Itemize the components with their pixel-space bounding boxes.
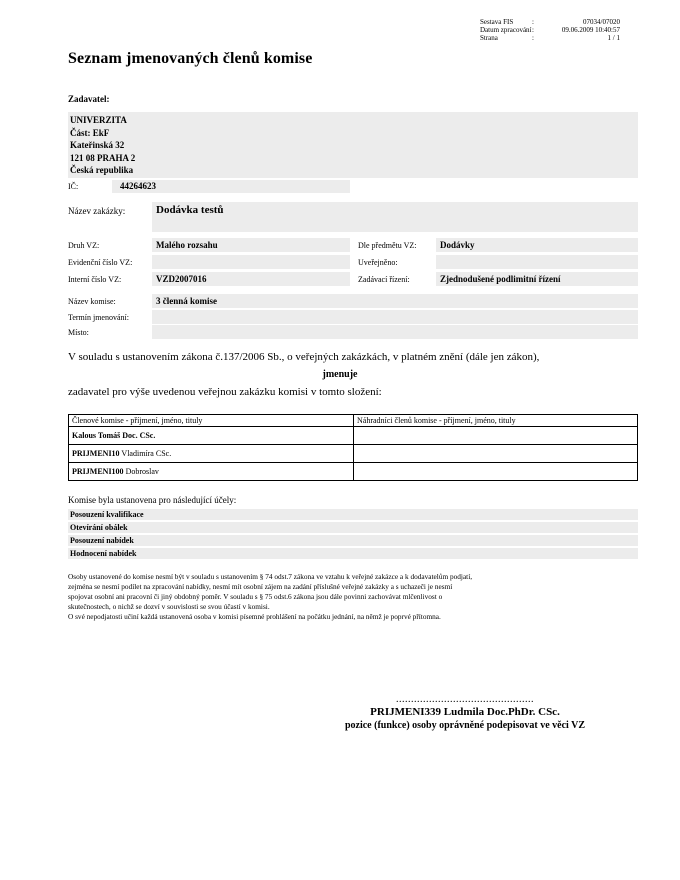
zadavatel-box [68,112,638,178]
purpose-item: Posouzení nabídek [70,536,134,545]
address-line: 121 08 PRAHA 2 [70,152,136,163]
signature-role: pozice (funkce) osoby oprávněné podepisovat ve věci VZ [344,720,586,731]
predmet-label: Dle předmětu VZ: [358,241,417,250]
signature-name: PRIJMENI339 Ludmila Doc.PhDr. CSc. [370,706,560,718]
purposes-label: Komise byla ustanovena pro následující účely: [68,495,237,505]
purpose-item: Otevírání obálek [70,523,128,532]
druh-label: Druh VZ: [68,241,100,250]
member-cell: Kalous Tomáš Doc. CSc. [69,427,354,445]
rizeni-value: Zjednodušené podlimitní řízení [440,274,561,284]
address-line: UNIVERZITA [70,115,127,125]
note-line: spojovat osobní ani pracovní či jiný obdobný poměr. V souladu s § 75 odst.6 zákona jsou dále povinni zachovávat mlčenlivost o [68,592,443,601]
meta-row-sestava: Sestava FIS : 07034/07020 [480,18,620,26]
purpose-item: Hodnocení nabídek [70,549,137,558]
meta-key: Strana [480,34,498,42]
members-table [68,414,638,481]
note-line: O své nepodjatosti učiní každá ustanovená osoba v komisi písemné prohlášení na počátku jednání, na němž je poprvé přítomna. [68,612,441,621]
table-row [69,445,638,463]
meta-value: 09.06.2009 10:40:57 [561,26,620,34]
page-title: Seznam jmenovaných členů komise [68,50,313,67]
nazev-zakazky-label: Název zakázky: [68,206,126,216]
termin-label: Termín jmenování: [68,313,129,322]
purpose-item: Posouzení kvalifikace [70,510,144,519]
statement-line1: V souladu s ustanovením zákona č.137/2006 Sb., o veřejných zakázkách, v platném znění (dále jen zákon), [68,351,540,363]
interni-label: Interní číslo VZ: [68,275,122,284]
meta-key: Datum zpracování [480,26,532,34]
meta-value: 07034/07020 [583,18,620,26]
evid-label: Evidenční číslo VZ: [68,258,133,267]
statement-line2: zadavatel pro výše uvedenou veřejnou zakázku komisi v tomto složení: [68,386,382,398]
uverejneno-label: Uveřejněno: [358,258,398,267]
substitute-cell [354,427,638,445]
komise-nazev-label: Název komise: [68,297,116,306]
note-line: skutečnostech, o nichž se dozví v souvislosti se svou účastí v komisi. [68,602,270,611]
meta-key: Sestava FIS [480,18,514,26]
substitute-cell [354,463,638,481]
meta-row-datum: Datum zpracování : 09.06.2009 10:40:57 [480,26,620,34]
member-cell: PRIJMENI10 Vladimíra CSc. [69,445,354,463]
ic-label: IČ: [68,182,79,191]
meta-row-strana: Strana : 1 / 1 [480,34,620,42]
header-members: Členové komise - příjmení, jméno, tituly [69,415,354,427]
report-meta [480,18,620,42]
interni-value: VZD2007016 [156,274,207,284]
member-cell: PRIJMENI100 Dobroslav [69,463,354,481]
misto-label: Místo: [68,328,89,337]
zadavatel-address [70,114,135,177]
druh-value: Malého rozsahu [156,240,218,250]
header-substitutes: Náhradníci členů komise - příjmení, jméno, tituly [354,415,638,427]
nazev-zakazky-value: Dodávka testů [156,204,224,216]
ic-value: 44264623 [120,181,156,191]
table-row [69,427,638,445]
address-line: Česká republika [70,165,134,175]
note-line: Osoby ustanovené do komise nesmí být v souladu s ustanovením § 74 odst.7 zákona ve vztahu k veřejné zakázce a k dodavatelům podjatí, [68,572,473,581]
komise-nazev-value: 3 členná komise [156,296,218,306]
table-header-row [69,415,638,427]
predmet-value: Dodávky [440,240,475,250]
table-row [69,463,638,481]
rizeni-label: Zadávací řízení: [358,275,410,284]
note-line: zejména se nesmí podílet na zpracování nabídky, nesmí mít osobní zájem na zadání příslušné veřejné zakázky a s uchazeči je nesmí [68,582,453,591]
address-line: Kateřinská 32 [70,140,125,150]
address-line: Část: EkF [70,127,110,138]
zadavatel-label: Zadavatel: [68,94,110,104]
signature-dots: .............................................. [396,694,534,705]
substitute-cell [354,445,638,463]
statement-jmenuje: jmenuje [322,369,358,380]
meta-value: 1 / 1 [607,34,620,42]
legal-note [68,572,642,622]
